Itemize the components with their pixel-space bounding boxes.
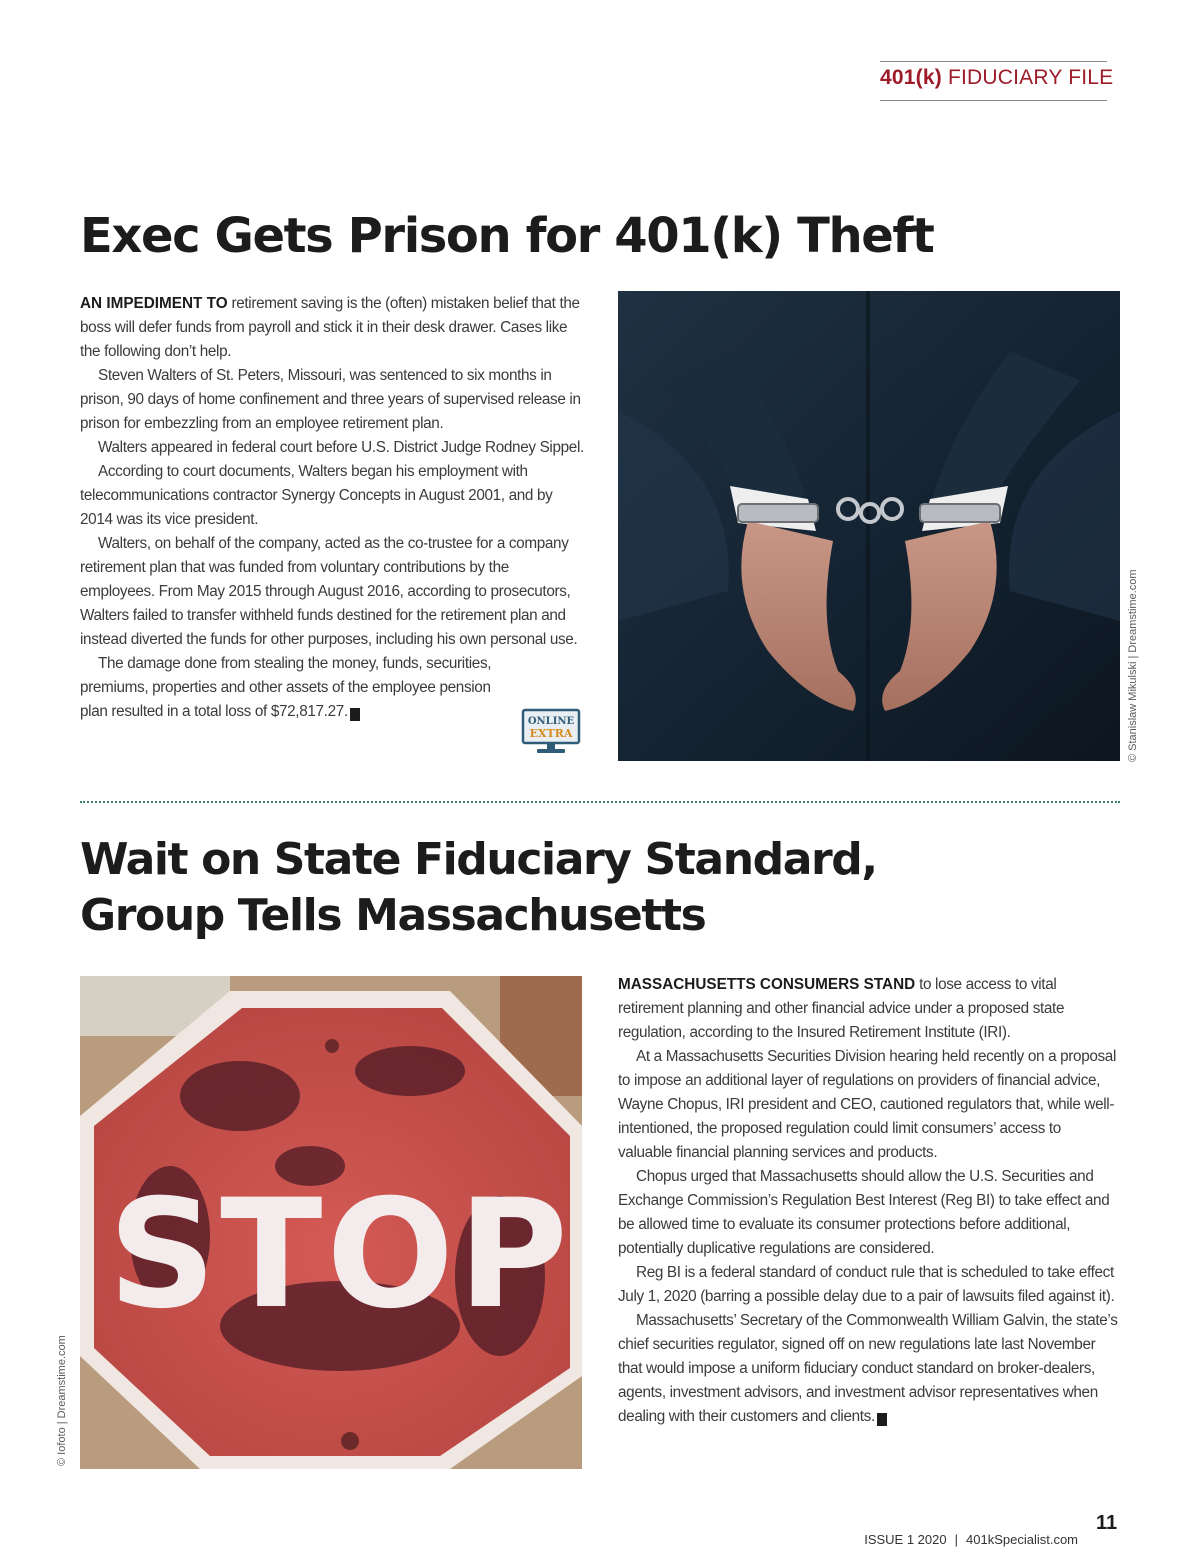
monitor-icon — [520, 707, 582, 757]
issue-label: ISSUE 1 2020 — [864, 1532, 947, 1547]
header-top-rule — [880, 61, 1107, 62]
article2-headline-line1: Wait on State Fiduciary Standard, — [80, 834, 877, 885]
article1-paragraph — [80, 652, 584, 724]
end-mark-icon: K — [877, 1413, 887, 1426]
badge-line1: ONLINE — [527, 716, 575, 727]
article1-lead-in: AN IMPEDIMENT TO — [80, 295, 228, 312]
article2-paragraph: Chopus urged that Massachusetts should allow the U.S. Securities and Exchange Commission’s Regulation Best Interest (Reg BI) to take effect and be allowed time to evaluate its consumer protections before additional, potentially duplicative regulations are considered. — [618, 1168, 1110, 1257]
article2-paragraph — [618, 1309, 1118, 1429]
page-number: 11 — [1096, 1512, 1118, 1534]
stop-sign-illustration — [80, 976, 582, 1469]
photo-credit: © Iofoto | Dreamstime.com — [56, 1335, 68, 1466]
article2-paragraph — [618, 973, 1118, 1045]
article2-paragraph-text: Massachusetts’ Secretary of the Commonwealth William Galvin, the state’s chief securities regulator, signed off on new regulations late last November that would impose a uniform fiduciary conduct standard on broker-dealers, agents, investment advisors, and investment advisor representatives when dealing with their customers and clients. — [618, 1312, 1118, 1425]
footer — [864, 1532, 1078, 1547]
badge-line2: EXTRA — [529, 727, 573, 740]
article1-paragraph: Walters appeared in federal court before U.S. District Judge Rodney Sippel. — [98, 439, 584, 456]
article2-paragraph: Reg BI is a federal standard of conduct rule that is scheduled to take effect July 1, 2020 (barring a possible delay due to a pair of lawsuits filed against it). — [618, 1264, 1115, 1305]
article2-lead-in: MASSACHUSETTS CONSUMERS STAND — [618, 976, 916, 993]
online-extra-badge[interactable] — [520, 707, 582, 757]
stop-sign-text: STOP — [108, 1168, 572, 1342]
article2-body — [618, 973, 1118, 1429]
footer-separator: | — [954, 1532, 958, 1547]
header-bottom-rule — [880, 100, 1107, 101]
stop-sign-photo — [80, 976, 582, 1469]
photo-credit: © Stanislaw Mikulski | Dreamstime.com — [1127, 569, 1139, 762]
section-label-rest: FIDUCIARY FILE — [941, 66, 1114, 89]
site-link[interactable]: 401kSpecialist.com — [966, 1532, 1078, 1547]
section-label — [880, 66, 1114, 90]
article1-paragraph: Steven Walters of St. Peters, Missouri, was sentenced to six months in prison, 90 days of home confinement and three years of supervised release in prison for embezzling from an employee retirement plan. — [80, 367, 581, 432]
article2-paragraph-text: to lose access to vital retirement planning and other financial advice under a proposed state regulation, according to the Insured Retirement Institute (IRI). — [618, 976, 1065, 1041]
section-label-bold: 401(k) — [880, 66, 942, 89]
article1-paragraph — [80, 292, 584, 364]
section-divider — [80, 801, 1120, 803]
article1-paragraph-text: The damage done from stealing the money, funds, securities, premiums, properties and other assets of the employee pension plan resulted in a total loss of $72,817.27. — [80, 655, 492, 720]
article2-headline — [80, 832, 980, 944]
article1-paragraph-text: retirement saving is the (often) mistaken belief that the boss will defer funds from payroll and stick it in their desk drawer. Cases like the following don’t help. — [80, 295, 580, 360]
article1-paragraph: According to court documents, Walters began his employment with telecommunications contractor Synergy Concepts in August 2001, and by 2014 was its vice president. — [80, 463, 553, 528]
article1-paragraph: Walters, on behalf of the company, acted as the co-trustee for a company retirement plan that was funded from voluntary contributions by the employees. From May 2015 through August 2016, according to prosecutors, Walters failed to transfer withheld funds destined for the retirement plan and instead diverted the funds for other purposes, including his own personal use. — [80, 535, 578, 648]
handcuffs-illustration — [618, 291, 1120, 761]
article1-headline: Exec Gets Prison for 401(k) Theft — [80, 208, 934, 264]
end-mark-icon: K — [350, 708, 360, 721]
article1-body — [80, 292, 584, 724]
article2-paragraph: At a Massachusetts Securities Division hearing held recently on a proposal to impose an additional layer of regulations on providers of financial advice, Wayne Chopus, IRI president and CEO, cautioned regulators that, while well-intentioned, the proposed regulation could limit consumers’ access to valuable financial planning services and products. — [618, 1048, 1117, 1161]
article2-headline-line2: Group Tells Massachusetts — [80, 890, 706, 941]
handcuffs-photo — [618, 291, 1120, 761]
